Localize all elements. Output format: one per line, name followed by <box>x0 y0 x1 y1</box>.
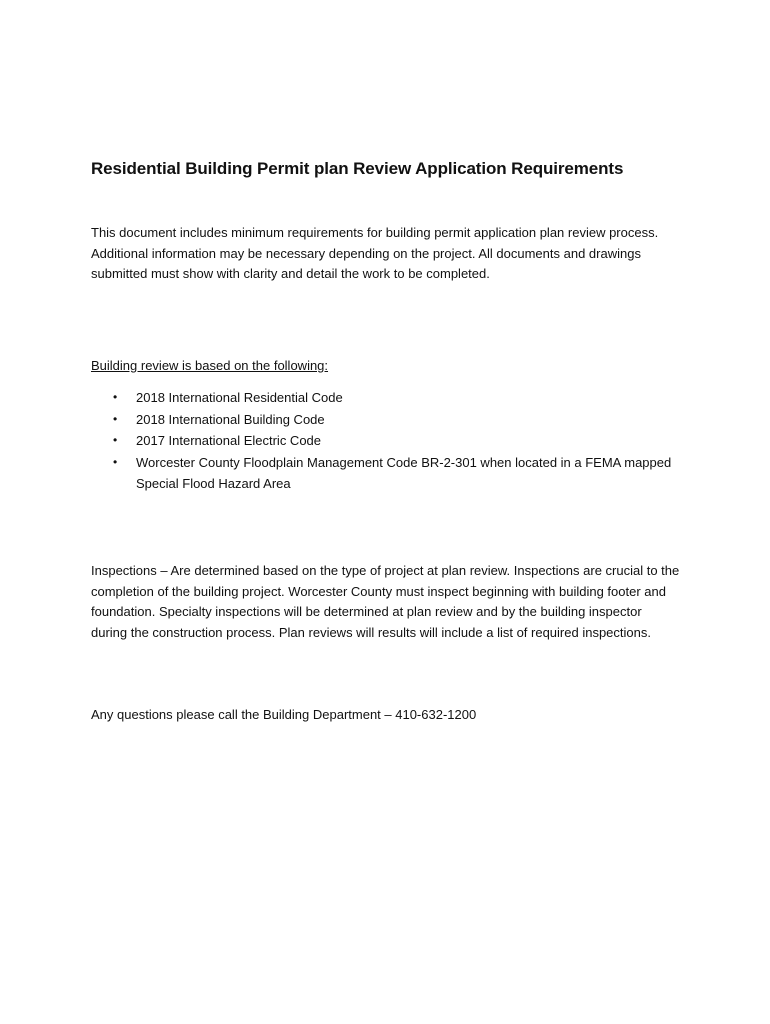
list-item <box>91 409 681 431</box>
bullet-icon: • <box>113 390 118 404</box>
review-basis-heading: Building review is based on the following: <box>91 358 329 373</box>
list-item-text: 2018 International Residential Code <box>136 390 343 405</box>
list-item-text: Worcester County Floodplain Management Code BR-2-301 when located in a FEMA mapped Special Flood Hazard Area <box>136 454 672 491</box>
building-code-list <box>91 387 681 495</box>
list-item-text: 2018 International Building Code <box>136 411 325 427</box>
list-item <box>91 452 681 495</box>
bullet-icon: • <box>113 454 118 469</box>
list-item-text: 2017 International Electric Code <box>136 433 322 448</box>
list-item <box>91 387 681 409</box>
intro-paragraph: This document includes minimum requirements for building permit application plan review process. Additional information may be necessary depending on the project. All documents and drawings submitted must show with clarity and detail the work to be completed. <box>91 225 659 281</box>
inspections-paragraph: Inspections – Are determined based on the type of project at plan review. Inspections are crucial to the completion of the building project. Worcester County must inspect beginning with building footer and foundation. Specialty inspections will be determined at plan review and by the building inspector during the construction process. Plan reviews will results will include a list of required inspections. <box>91 563 680 640</box>
bullet-icon: • <box>113 433 118 447</box>
document-title: Residential Building Permit plan Review Application Requirements <box>91 159 624 178</box>
list-item <box>91 430 681 452</box>
contact-paragraph: Any questions please call the Building Department – 410-632-1200 <box>91 707 477 722</box>
bullet-icon: • <box>113 411 118 426</box>
